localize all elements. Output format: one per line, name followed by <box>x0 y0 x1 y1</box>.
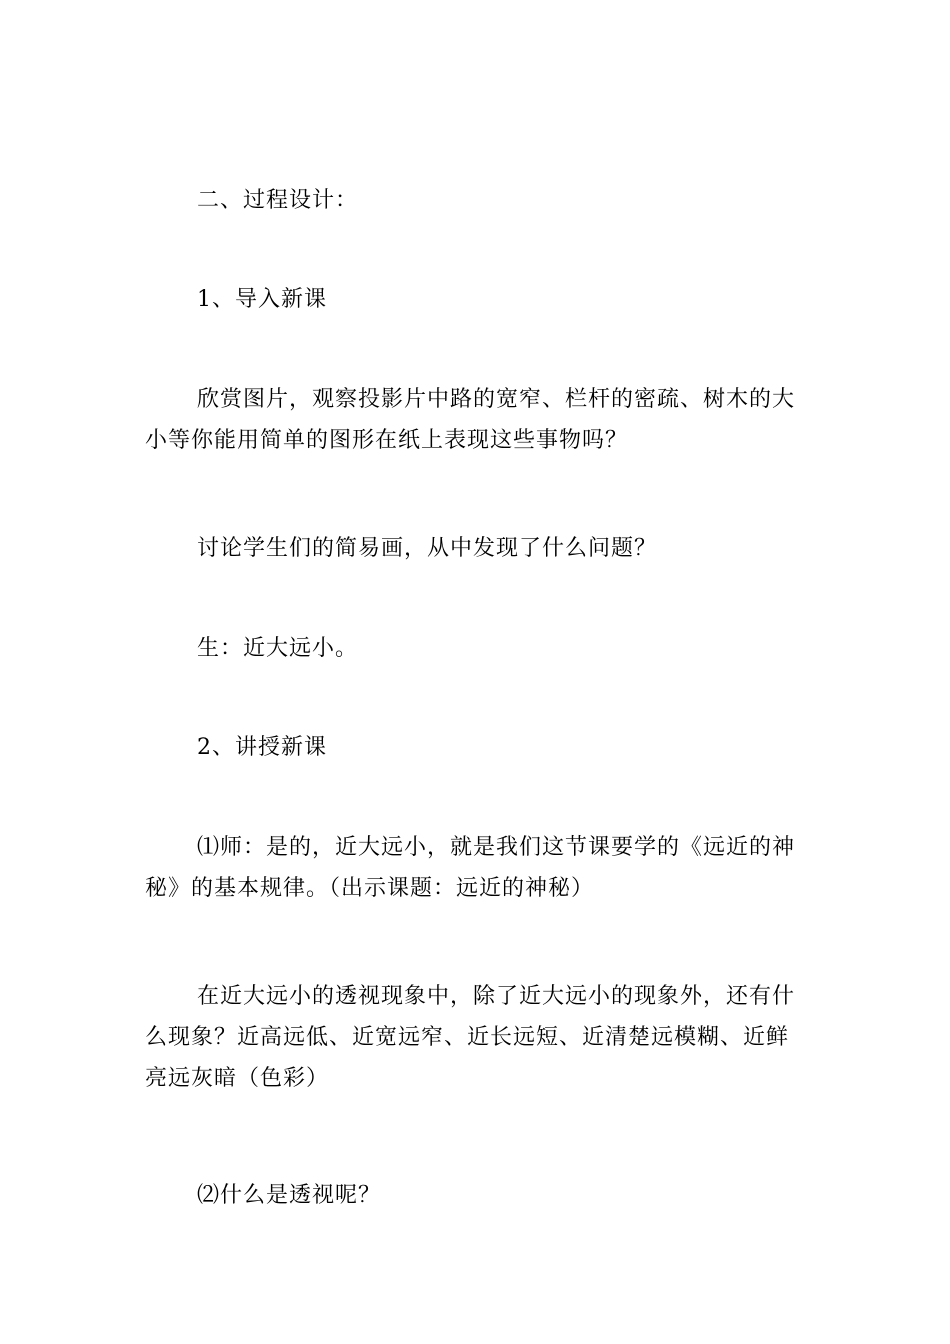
paragraph-teacher-topic: ⑴师：是的，近大远小，就是我们这节课要学的《远近的神秘》的基本规律。（出示课题：远近的神秘） <box>145 835 796 901</box>
paragraph-discuss-drawings: 讨论学生们的简易画，从中发现了什么问题？ <box>197 536 658 561</box>
section-heading-process-design: 二、过程设计： <box>197 188 359 213</box>
paragraph-perspective-phenomena: 在近大远小的透视现象中，除了近大远小的现象外，还有什么现象？近高远低、近宽远窄、近长远短、近清楚远模糊、近鲜亮远灰暗（色彩） <box>145 984 796 1091</box>
paragraph-what-is-perspective: ⑵什么是透视呢？ <box>197 1183 382 1208</box>
subheading-teach-new-lesson: 2、讲授新课 <box>197 735 327 760</box>
paragraph-student-answer: 生：近大远小。 <box>197 636 359 661</box>
subheading-intro-new-lesson: 1、导入新课 <box>197 287 327 312</box>
paragraph-appreciate-pictures: 欣赏图片，观察投影片中路的宽窄、栏杆的密疏、树木的大小等你能用简单的图形在纸上表现这些事物吗？ <box>145 387 796 453</box>
